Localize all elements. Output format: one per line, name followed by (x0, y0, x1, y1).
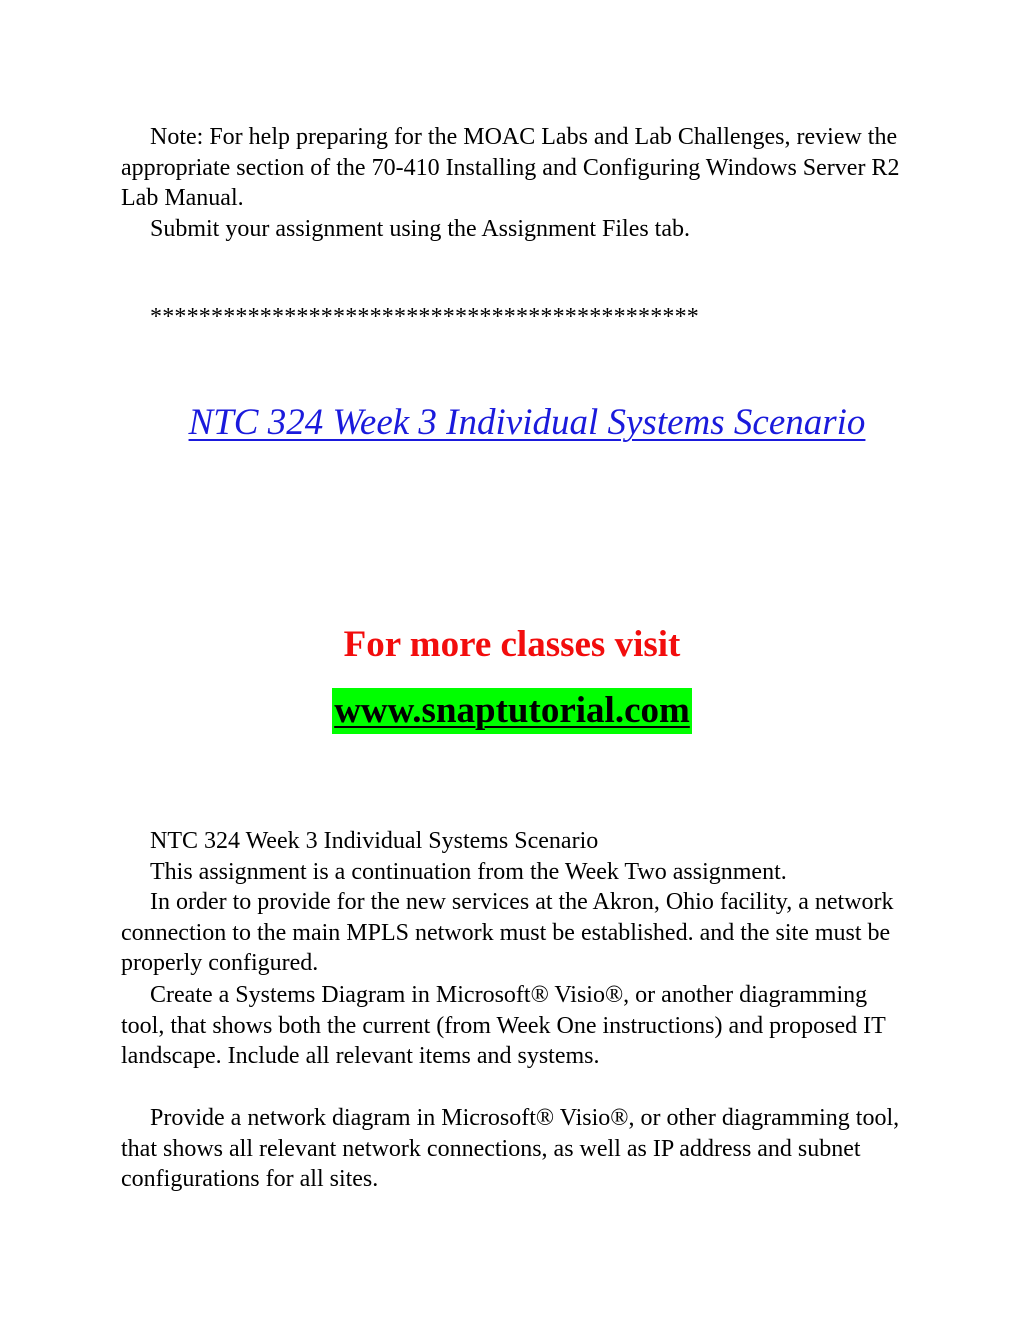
promo-url-link[interactable]: www.snaptutorial.com (332, 688, 692, 734)
course-title-link[interactable] (0, 398, 1024, 448)
divider-asterisks: ********************************************* (150, 304, 699, 330)
course-title-link-text[interactable]: NTC 324 Week 3 Individual Systems Scenario (188, 402, 866, 443)
note-paragraph: Note: For help preparing for the MOAC Labs and Lab Challenges, review the appropriate section of the 70-410 Installing and Configuring Windows Server R2 Lab Manual. (121, 124, 900, 211)
body-paragraph-systems-diagram: Create a Systems Diagram in Microsoft® Visio®, or another diagramming tool, that shows both the current (from Week One instructions) and proposed IT landscape. Include all relevant items and systems. (121, 982, 886, 1069)
body-paragraph-network-diagram: Provide a network diagram in Microsoft® Visio®, or other diagramming tool, that shows all relevant network connections, as well as IP address and subnet configurations for all sites. (121, 1105, 900, 1192)
body-paragraph-network: In order to provide for the new services at the Akron, Ohio facility, a network connection to the main MPLS network must be established. and the site must be properly configured. (121, 889, 894, 976)
body-continuation: This assignment is a continuation from the Week Two assignment. (150, 859, 787, 885)
promo-url-container (0, 688, 1024, 734)
promo-heading: For more classes visit (343, 624, 681, 665)
body-title: NTC 324 Week 3 Individual Systems Scenario (150, 828, 599, 854)
submit-instruction: Submit your assignment using the Assignment Files tab. (150, 216, 690, 242)
